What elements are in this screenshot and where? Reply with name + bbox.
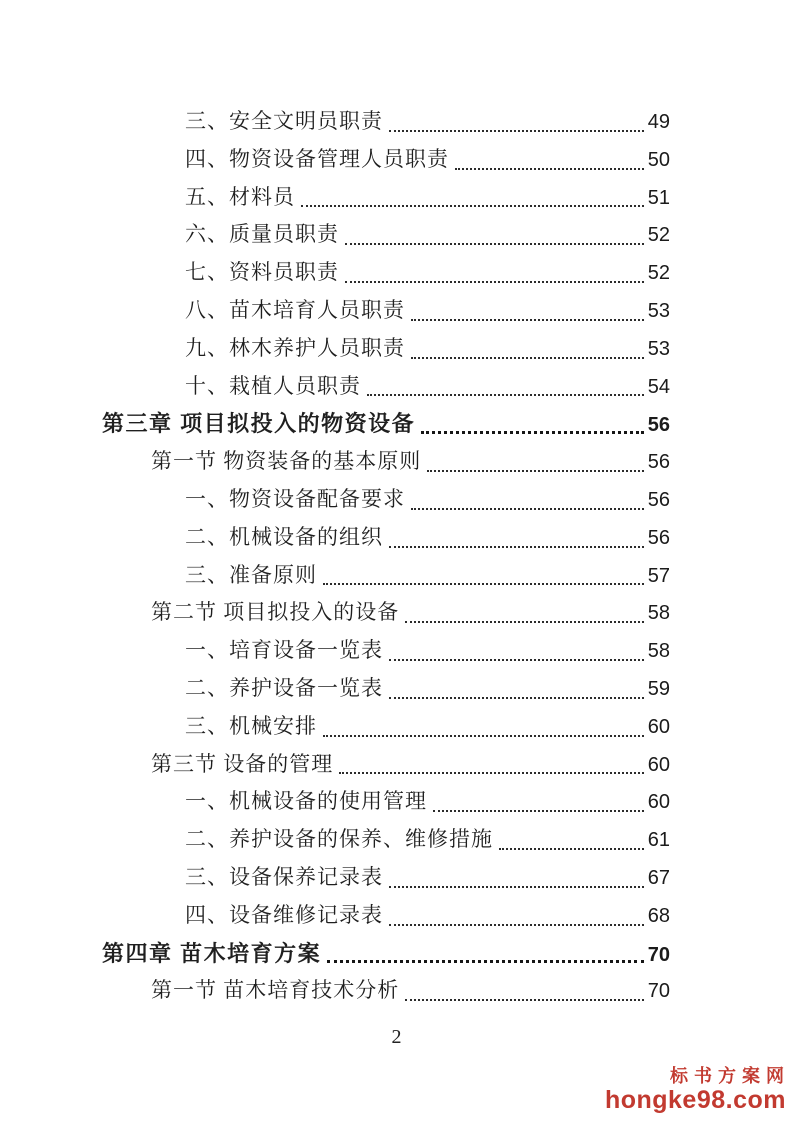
toc-entry-page: 51 [647, 186, 670, 209]
page-number: 2 [391, 1026, 402, 1048]
toc-entry-title: 第一节 物资装备的基本原则 [151, 449, 422, 474]
toc-entry-page: 67 [647, 866, 670, 889]
toc-entry [0, 405, 670, 443]
toc-leader-dots [383, 103, 648, 141]
toc-entry [0, 292, 670, 330]
toc-entry [0, 594, 670, 632]
toc-entry-page: 53 [647, 299, 670, 322]
toc-leader-dots [399, 972, 648, 1010]
toc-entry-page: 52 [647, 262, 670, 285]
toc-entry [0, 708, 670, 746]
toc-entry-title: 三、机械安排 [185, 713, 317, 738]
toc-leader-dots [317, 708, 648, 746]
toc-entry-page: 56 [647, 451, 670, 474]
toc-entry [0, 519, 670, 557]
watermark-logo [604, 1065, 790, 1114]
toc-entry-title: 三、安全文明员职责 [185, 109, 383, 133]
toc-entry-title: 四、设备维修记录表 [185, 902, 383, 927]
toc-leader-dots [339, 216, 648, 254]
toc-entry-title: 第三节 设备的管理 [151, 751, 334, 776]
toc-leader-dots [449, 141, 648, 179]
toc-entry-title: 三、准备原则 [185, 562, 317, 587]
toc-entry-title: 三、设备保养记录表 [185, 864, 383, 889]
toc-entry-page: 54 [647, 375, 670, 398]
toc-entry-page: 57 [647, 564, 670, 587]
toc-entry [0, 443, 670, 481]
toc-entry-title: 一、培育设备一览表 [185, 638, 383, 663]
toc-leader-dots [405, 330, 648, 368]
toc-entry-page: 59 [647, 677, 670, 700]
toc-entry [0, 935, 670, 973]
toc-entry-title: 第二节 项目拟投入的设备 [151, 600, 400, 625]
toc-entry-title: 六、质量员职责 [185, 222, 339, 247]
toc-entry-page: 49 [647, 111, 670, 133]
toc-entry-title: 二、养护设备一览表 [185, 675, 383, 700]
toc-entry-page: 68 [647, 904, 670, 927]
toc-leader-dots [383, 519, 648, 557]
toc-entry-title: 一、机械设备的使用管理 [185, 789, 427, 814]
toc-entry [0, 103, 670, 141]
toc-entry-page: 60 [647, 753, 670, 776]
toc-leader-dots [399, 594, 648, 632]
toc-entry-page: 70 [647, 943, 670, 966]
toc-entry [0, 330, 670, 368]
toc-entry-page: 60 [647, 791, 670, 814]
toc-entry [0, 557, 670, 595]
toc-leader-dots [333, 746, 648, 784]
toc-leader-dots [383, 670, 648, 708]
toc-entry-title: 八、苗木培育人员职责 [185, 297, 405, 322]
toc-entry [0, 481, 670, 519]
toc-leader-dots [383, 859, 648, 897]
toc-leader-dots [321, 935, 648, 973]
toc-leader-dots [361, 368, 648, 406]
toc-entry [0, 670, 670, 708]
toc-entry-title: 五、材料员 [185, 184, 295, 209]
toc-entry [0, 141, 670, 179]
toc-entry-title: 二、养护设备的保养、维修措施 [185, 827, 493, 852]
toc-entry-page: 58 [647, 602, 670, 625]
toc-entry [0, 368, 670, 406]
toc-entry-title: 一、物资设备配备要求 [185, 486, 405, 511]
toc-leader-dots [383, 897, 648, 935]
toc-entry-page: 70 [647, 980, 670, 1003]
watermark-site-name: 标书方案网 [670, 1065, 790, 1086]
toc-leader-dots [415, 405, 648, 443]
table-of-contents [0, 103, 670, 1010]
toc-leader-dots [427, 783, 648, 821]
toc-entry-page: 52 [647, 224, 670, 247]
toc-entry-title: 九、林木养护人员职责 [185, 335, 405, 360]
toc-entry [0, 783, 670, 821]
toc-leader-dots [421, 443, 648, 481]
toc-entry-page: 50 [647, 148, 670, 171]
toc-entry-page: 53 [647, 337, 670, 360]
toc-entry [0, 859, 670, 897]
toc-entry-title: 第四章 苗木培育方案 [102, 940, 322, 966]
toc-entry-page: 60 [647, 715, 670, 738]
toc-leader-dots [405, 481, 648, 519]
toc-entry-title: 七、资料员职责 [185, 260, 339, 285]
watermark-site-url: hongke98.com [604, 1085, 786, 1114]
toc-entry-title: 十、栽植人员职责 [185, 373, 361, 398]
toc-entry-page: 56 [647, 526, 670, 549]
toc-leader-dots [317, 557, 648, 595]
toc-entry [0, 216, 670, 254]
toc-entry [0, 179, 670, 217]
toc-entry [0, 897, 670, 935]
toc-leader-dots [493, 821, 648, 859]
toc-leader-dots [405, 292, 648, 330]
toc-entry [0, 254, 670, 292]
toc-entry-page: 56 [647, 414, 670, 437]
toc-leader-dots [383, 632, 648, 670]
toc-entry-title: 第一节 苗木培育技术分析 [151, 978, 400, 1003]
toc-entry-title: 第三章 项目拟投入的物资设备 [102, 411, 416, 437]
toc-entry [0, 821, 670, 859]
toc-entry [0, 632, 670, 670]
toc-entry [0, 972, 670, 1010]
toc-entry-title: 二、机械设备的组织 [185, 524, 383, 549]
toc-leader-dots [295, 179, 648, 217]
toc-entry-page: 56 [647, 488, 670, 511]
toc-leader-dots [339, 254, 648, 292]
toc-entry-title: 四、物资设备管理人员职责 [185, 146, 449, 171]
toc-entry-page: 58 [647, 640, 670, 663]
toc-entry-page: 61 [647, 829, 670, 852]
toc-entry [0, 746, 670, 784]
